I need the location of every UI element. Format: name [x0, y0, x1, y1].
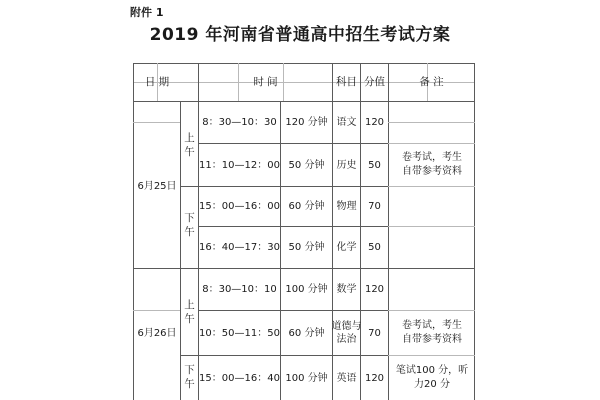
- period-morning-day-2: [181, 272, 198, 352]
- exam-score: 120: [364, 284, 385, 295]
- exam-duration: 60 分钟: [288, 327, 325, 339]
- remark-line: 卷考试，考生: [402, 152, 462, 163]
- exam-time: 15：00—16：00: [199, 201, 280, 212]
- period-label-top: 上: [184, 299, 195, 311]
- exam-duration: 50 分钟: [288, 242, 325, 253]
- exam-duration: 100 分钟: [285, 372, 328, 384]
- remark-line: 自带参考资料: [402, 334, 462, 345]
- header-score: 分值: [364, 76, 385, 88]
- exam-duration: 120 分钟: [285, 117, 328, 128]
- exam-subject: [333, 311, 360, 355]
- exam-score: 50: [368, 159, 381, 171]
- remark-grid-line: [388, 122, 475, 123]
- exam-score: 120: [364, 117, 385, 128]
- period-afternoon-day-2: [181, 357, 198, 397]
- remark-grid-line: [388, 186, 475, 187]
- exam-duration: 100 分钟: [285, 284, 328, 295]
- period-line: [180, 186, 198, 187]
- table-border-left: [133, 63, 134, 400]
- date-day-1: 6月25日: [137, 180, 177, 192]
- exam-subject: 语文: [336, 117, 357, 128]
- exam-subject: 英语: [336, 372, 357, 384]
- date-day-2: 6月26日: [137, 327, 177, 339]
- exam-subject: 数学: [336, 284, 357, 295]
- header-date: 日 期: [144, 76, 170, 88]
- remark-day-2: [389, 311, 475, 355]
- period-label-bottom: 午: [184, 313, 195, 325]
- subject-line: 道德与: [331, 321, 362, 332]
- header-time: 时 间: [253, 76, 278, 88]
- exam-subject: 物理: [336, 201, 357, 212]
- exam-time: 15：00—16：40: [199, 372, 280, 384]
- remark-line: 自带参考资料: [402, 166, 462, 177]
- exam-duration: 60 分钟: [288, 201, 325, 212]
- period-line: [180, 355, 198, 356]
- period-afternoon-day-1: [181, 190, 198, 260]
- period-label-bottom: 午: [184, 146, 195, 158]
- remark-line: 卷考试，考生: [402, 320, 462, 331]
- subject-line: 法治: [336, 334, 357, 345]
- exam-duration: 50 分钟: [288, 159, 325, 171]
- remark-line: 力20 分: [414, 379, 450, 390]
- period-label-top: 上: [184, 132, 195, 144]
- header-subject: 科目: [336, 76, 357, 88]
- period-morning-day-1: [181, 110, 198, 180]
- period-label-top: 下: [184, 364, 195, 376]
- period-label-bottom: 午: [184, 226, 195, 238]
- period-label-top: 下: [184, 212, 195, 224]
- exam-score: 70: [368, 201, 381, 212]
- exam-time: 16：40—17：30: [199, 242, 280, 253]
- page-title: 2019 年河南省普通高中招生考试方案: [149, 25, 451, 45]
- exam-subject: 化学: [336, 242, 357, 253]
- header-remarks: 备 注: [419, 76, 444, 88]
- exam-time: 8：30—10：30: [202, 117, 277, 128]
- exam-time: 11：10—12：00: [199, 159, 280, 171]
- exam-time: 8：30—10：10: [202, 284, 277, 295]
- exam-score: 120: [364, 372, 385, 384]
- attachment-label: 附件 1: [130, 6, 164, 19]
- remark-english: [389, 356, 475, 400]
- exam-subject: 历史: [336, 159, 357, 171]
- exam-score: 50: [368, 242, 381, 253]
- left-grid-line: [133, 310, 180, 311]
- exam-time: 10：50—11：50: [199, 327, 280, 339]
- period-label-bottom: 午: [184, 378, 195, 390]
- remark-grid-line: [388, 226, 475, 227]
- exam-score: 70: [368, 327, 381, 339]
- left-grid-line: [133, 122, 180, 123]
- remark-line: 笔试100 分，听: [395, 365, 469, 376]
- remark-day-1: [389, 144, 475, 186]
